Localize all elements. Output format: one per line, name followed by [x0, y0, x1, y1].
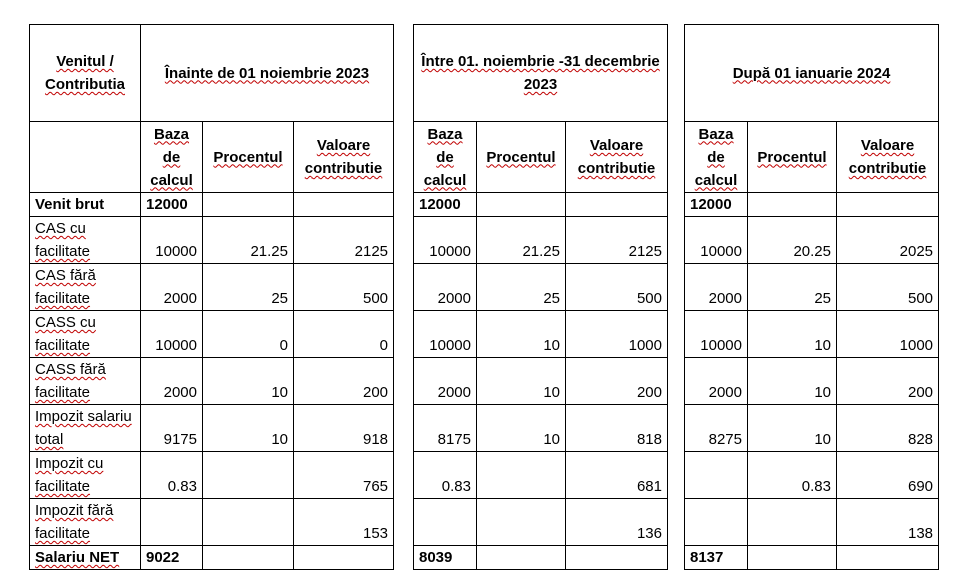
- cell-procent: 10: [203, 358, 294, 405]
- col-baza: Baza de calcul: [685, 122, 748, 193]
- cell-procent: 21.25: [203, 217, 294, 264]
- cell-baza: 2000: [414, 358, 477, 405]
- header-venit-contributia: Venitul / Contributia: [30, 25, 141, 122]
- cell-procent: [203, 546, 294, 570]
- cell-procent: [477, 193, 566, 217]
- table-row: [30, 499, 394, 546]
- cell-procent: 0.83: [748, 452, 837, 499]
- cell-baza: 10000: [414, 217, 477, 264]
- cell-procent: 0: [203, 311, 294, 358]
- cell-baza: 10000: [141, 217, 203, 264]
- cell-procent: 10: [203, 405, 294, 452]
- cell-baza: 2000: [414, 264, 477, 311]
- cell-procent: 10: [748, 405, 837, 452]
- cell-valoare: 200: [294, 358, 394, 405]
- cell-valoare: 828: [837, 405, 939, 452]
- cell-procent: 10: [477, 405, 566, 452]
- cell-valoare: 500: [294, 264, 394, 311]
- table-row: [414, 546, 668, 570]
- col-baza: Baza de calcul: [141, 122, 203, 193]
- table-row: [685, 546, 939, 570]
- row-label: Salariu NET: [30, 546, 141, 570]
- cell-procent: [203, 499, 294, 546]
- cell-valoare: [294, 193, 394, 217]
- cell-procent: [203, 452, 294, 499]
- cell-baza: [141, 499, 203, 546]
- cell-procent: 10: [748, 358, 837, 405]
- cell-valoare: [837, 193, 939, 217]
- cell-procent: [748, 193, 837, 217]
- cell-valoare: 136: [566, 499, 668, 546]
- row-label: CASS cu facilitate: [30, 311, 141, 358]
- cell-baza: 2000: [685, 264, 748, 311]
- cell-baza: 10000: [685, 217, 748, 264]
- cell-valoare: 153: [294, 499, 394, 546]
- row-label: Impozit fără facilitate: [30, 499, 141, 546]
- row-label: Impozit salariu total: [30, 405, 141, 452]
- table-row: [685, 452, 939, 499]
- cell-valoare: 1000: [566, 311, 668, 358]
- cell-valoare: 818: [566, 405, 668, 452]
- cell-baza: 0.83: [141, 452, 203, 499]
- col-valoare: Valoare contributie: [566, 122, 668, 193]
- cell-procent: 10: [748, 311, 837, 358]
- cell-valoare: 200: [837, 358, 939, 405]
- col-procentul: Procentul: [477, 122, 566, 193]
- header-empty: [30, 122, 141, 193]
- cell-valoare: 200: [566, 358, 668, 405]
- cell-valoare: 500: [837, 264, 939, 311]
- table-row: [414, 311, 668, 358]
- table-row: [685, 405, 939, 452]
- cell-valoare: 690: [837, 452, 939, 499]
- table-row: [30, 405, 394, 452]
- table-before-nov-2023: [29, 24, 394, 570]
- row-label: CASS fără facilitate: [30, 358, 141, 405]
- cell-procent: [477, 546, 566, 570]
- cell-baza: 9175: [141, 405, 203, 452]
- table-row: [685, 217, 939, 264]
- col-valoare: Valoare contributie: [294, 122, 394, 193]
- cell-baza: 12000: [141, 193, 203, 217]
- cell-procent: [748, 546, 837, 570]
- row-label: Impozit cu facilitate: [30, 452, 141, 499]
- table-row: [685, 358, 939, 405]
- cell-baza: 12000: [685, 193, 748, 217]
- table-row: [414, 193, 668, 217]
- cell-valoare: [837, 546, 939, 570]
- cell-procent: 10: [477, 358, 566, 405]
- cell-baza: [685, 452, 748, 499]
- cell-baza: 2000: [141, 264, 203, 311]
- table-row: [414, 452, 668, 499]
- header-period-1: Înainte de 01 noiembrie 2023: [141, 25, 394, 122]
- cell-valoare: [566, 193, 668, 217]
- table-row: [414, 358, 668, 405]
- row-label: CAS fără facilitate: [30, 264, 141, 311]
- row-label: Venit brut: [30, 193, 141, 217]
- col-procentul: Procentul: [748, 122, 837, 193]
- table-row: [414, 217, 668, 264]
- cell-procent: 25: [477, 264, 566, 311]
- table-row: [685, 311, 939, 358]
- cell-baza: 8175: [414, 405, 477, 452]
- col-procentul: Procentul: [203, 122, 294, 193]
- cell-baza: 10000: [414, 311, 477, 358]
- cell-procent: 25: [748, 264, 837, 311]
- cell-baza: 12000: [414, 193, 477, 217]
- cell-baza: [685, 499, 748, 546]
- table-row: [414, 499, 668, 546]
- table-after-jan-2024: [684, 24, 939, 570]
- table-row: [30, 358, 394, 405]
- cell-baza: 8137: [685, 546, 748, 570]
- cell-baza: 9022: [141, 546, 203, 570]
- table-row: [30, 546, 394, 570]
- cell-procent: [477, 452, 566, 499]
- cell-valoare: 2125: [566, 217, 668, 264]
- cell-valoare: [294, 546, 394, 570]
- cell-valoare: [566, 546, 668, 570]
- cell-valoare: 1000: [837, 311, 939, 358]
- table-row: [30, 217, 394, 264]
- table-nov-dec-2023: [413, 24, 668, 570]
- header-period-3: După 01 ianuarie 2024: [685, 25, 939, 122]
- cell-procent: 20.25: [748, 217, 837, 264]
- cell-valoare: 681: [566, 452, 668, 499]
- cell-procent: [203, 193, 294, 217]
- table-row: [414, 264, 668, 311]
- cell-procent: 21.25: [477, 217, 566, 264]
- cell-procent: [748, 499, 837, 546]
- cell-baza: 8039: [414, 546, 477, 570]
- header-period-2: Între 01. noiembrie -31 decembrie 2023: [414, 25, 668, 122]
- col-valoare: Valoare contributie: [837, 122, 939, 193]
- table-row: [685, 193, 939, 217]
- cell-baza: 2000: [141, 358, 203, 405]
- cell-procent: 25: [203, 264, 294, 311]
- table-row: [414, 405, 668, 452]
- table-row: [30, 311, 394, 358]
- cell-baza: [414, 499, 477, 546]
- table-row: [30, 452, 394, 499]
- cell-valoare: 765: [294, 452, 394, 499]
- cell-baza: 0.83: [414, 452, 477, 499]
- row-label: CAS cu facilitate: [30, 217, 141, 264]
- cell-valoare: 0: [294, 311, 394, 358]
- col-baza: Baza de calcul: [414, 122, 477, 193]
- cell-valoare: 138: [837, 499, 939, 546]
- cell-baza: 2000: [685, 358, 748, 405]
- table-row: [30, 193, 394, 217]
- cell-valoare: 500: [566, 264, 668, 311]
- cell-valoare: 2025: [837, 217, 939, 264]
- cell-baza: 8275: [685, 405, 748, 452]
- cell-baza: 10000: [685, 311, 748, 358]
- cell-procent: 10: [477, 311, 566, 358]
- cell-baza: 10000: [141, 311, 203, 358]
- table-row: [685, 264, 939, 311]
- cell-valoare: 2125: [294, 217, 394, 264]
- table-row: [30, 264, 394, 311]
- cell-procent: [477, 499, 566, 546]
- cell-valoare: 918: [294, 405, 394, 452]
- table-row: [685, 499, 939, 546]
